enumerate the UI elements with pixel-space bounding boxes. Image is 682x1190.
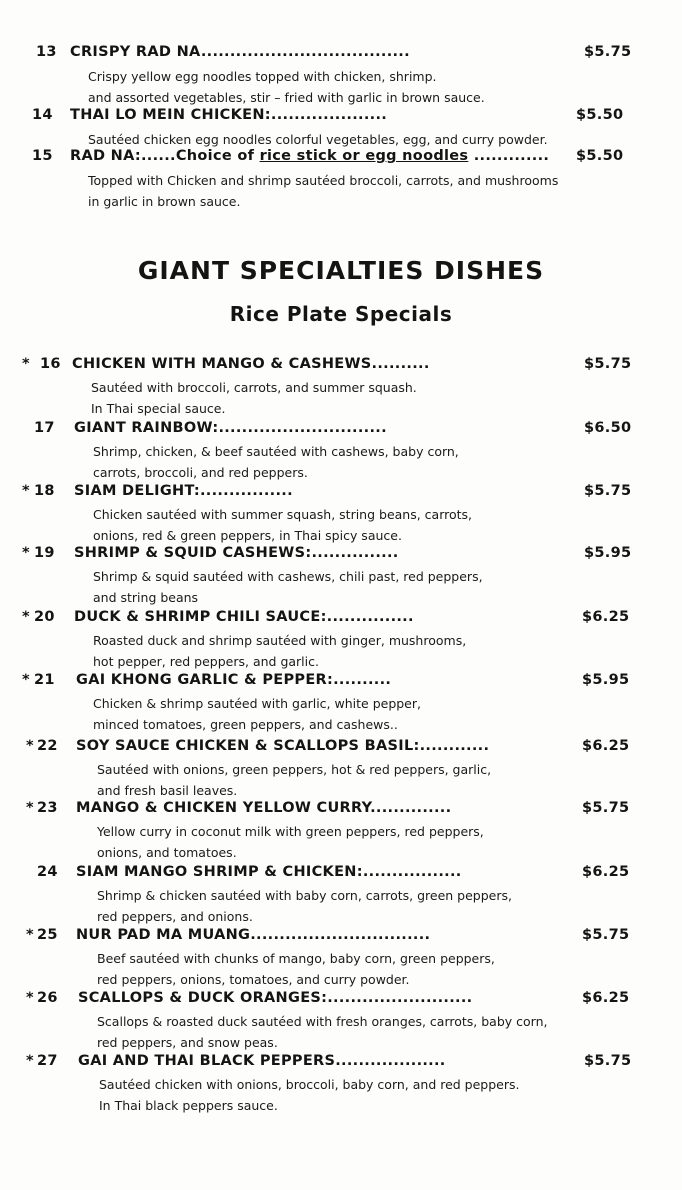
item-price: $6.50 <box>584 420 632 436</box>
item-dots: ............................. <box>218 420 387 436</box>
menu-item-20 <box>0 609 682 631</box>
item-number: 18 <box>34 483 55 499</box>
item-description: Scallops & roasted duck sautéed with fresh oranges, carrots, baby corn, red peppers, and snow peas. <box>97 1014 548 1050</box>
menu-item-17 <box>0 420 682 442</box>
item-dots: ............................... <box>250 927 431 943</box>
item-price: $5.75 <box>582 800 630 816</box>
item-name: CHICKEN WITH MANGO & CASHEWS <box>72 356 372 372</box>
item-description: Crispy yellow egg noodles topped with chicken, shrimp. and assorted vegetables, stir – fried with garlic in brown sauce. <box>88 69 485 105</box>
item-price: $5.95 <box>582 672 630 688</box>
section-title: GIANT SPECIALTIES DISHES <box>137 256 545 285</box>
item-name: THAI LO MEIN CHICKEN: <box>70 107 271 123</box>
item-price: $5.75 <box>584 356 632 372</box>
item-description: Chicken & shrimp sautéed with garlic, white pepper, minced tomatoes, green peppers, and cashews.. <box>93 696 421 732</box>
item-number: 14 <box>32 107 53 123</box>
spicy-star: * <box>22 483 30 499</box>
item-number: 23 <box>37 800 58 816</box>
menu-item-23 <box>0 800 682 822</box>
spicy-star: * <box>26 1053 34 1069</box>
menu-item-21 <box>0 672 682 694</box>
section-subtitle: Rice Plate Specials <box>229 302 453 326</box>
item-dots: ............... <box>326 609 414 625</box>
item-name: SCALLOPS & DUCK ORANGES: <box>78 990 328 1006</box>
item-description: Roasted duck and shrimp sautéed with ginger, mushrooms, hot pepper, red peppers, and garlic. <box>93 633 467 669</box>
item-name: DUCK & SHRIMP CHILI SAUCE: <box>74 609 327 625</box>
item-description: Beef sautéed with chunks of mango, baby corn, green peppers, red peppers, onions, tomatoes, and curry powder. <box>97 951 495 987</box>
spicy-star: * <box>22 545 30 561</box>
item-name: SOY SAUCE CHICKEN & SCALLOPS BASIL: <box>76 738 420 754</box>
item-number: 19 <box>34 545 55 561</box>
item-name: CRISPY RAD NA <box>70 44 201 60</box>
menu-item-15 <box>0 148 682 170</box>
item-number: 25 <box>37 927 58 943</box>
item-price: $5.75 <box>584 1053 632 1069</box>
item-price: $5.75 <box>584 483 632 499</box>
item-name: SIAM DELIGHT: <box>74 483 200 499</box>
item-dots: ................. <box>362 864 462 880</box>
item-number: 27 <box>37 1053 58 1069</box>
menu-item-16 <box>0 356 682 378</box>
item-price: $6.25 <box>582 609 630 625</box>
spicy-star: * <box>26 800 34 816</box>
menu-item-19 <box>0 545 682 567</box>
spicy-star: * <box>26 927 34 943</box>
item-description: Yellow curry in coconut milk with green peppers, red peppers, onions, and tomatoes. <box>97 824 484 860</box>
item-name: GAI KHONG GARLIC & PEPPER: <box>76 672 334 688</box>
item-name: RAD NA:...... <box>70 148 176 164</box>
spicy-star: * <box>22 672 30 688</box>
item-price: $6.25 <box>582 990 630 1006</box>
item-price: $5.50 <box>576 107 624 123</box>
menu-item-13 <box>0 44 682 66</box>
item-description: Shrimp & chicken sautéed with baby corn, carrots, green peppers, red peppers, and onions. <box>97 888 512 924</box>
menu-item-24 <box>0 864 682 886</box>
menu-item-26 <box>0 990 682 1012</box>
item-description: Topped with Chicken and shrimp sautéed broccoli, carrots, and mushrooms in garlic in brown sauce. <box>88 173 559 209</box>
item-dots: .............. <box>370 800 452 816</box>
item-name: SHRIMP & SQUID CASHEWS: <box>74 545 312 561</box>
item-price: $6.25 <box>582 738 630 754</box>
item-description: Sautéed with onions, green peppers, hot & red peppers, garlic, and fresh basil leaves. <box>97 762 492 798</box>
item-number: 15 <box>32 148 53 164</box>
item-description: Sautéed chicken egg noodles colorful vegetables, egg, and curry powder. <box>88 132 548 147</box>
item-number: 22 <box>37 738 58 754</box>
item-dots: ............. <box>473 148 550 164</box>
item-dots: ................ <box>199 483 293 499</box>
item-number: 26 <box>37 990 58 1006</box>
item-name: GIANT RAINBOW: <box>74 420 219 436</box>
item-dots: .................................... <box>200 44 410 60</box>
item-dots: ......................... <box>327 990 473 1006</box>
item-dots: ............ <box>419 738 490 754</box>
item-number: 24 <box>37 864 58 880</box>
item-choice-options: rice stick or egg noodles <box>259 148 469 164</box>
item-price: $5.50 <box>576 148 624 164</box>
item-price: $6.25 <box>582 864 630 880</box>
menu-item-22 <box>0 738 682 760</box>
item-name: NUR PAD MA MUANG <box>76 927 251 943</box>
item-price: $5.95 <box>584 545 632 561</box>
item-description: Shrimp, chicken, & beef sautéed with cashews, baby corn, carrots, broccoli, and red peppers. <box>93 444 459 480</box>
item-name: SIAM MANGO SHRIMP & CHICKEN: <box>76 864 363 880</box>
item-number: 21 <box>34 672 55 688</box>
spicy-star: * <box>22 609 30 625</box>
menu-item-14 <box>0 107 682 129</box>
item-number: 16 <box>40 356 61 372</box>
item-description: Sautéed chicken with onions, broccoli, baby corn, and red peppers. In Thai black peppers sauce. <box>99 1077 520 1113</box>
item-price: $5.75 <box>582 927 630 943</box>
item-dots: .......... <box>371 356 430 372</box>
item-dots: ................... <box>335 1053 446 1069</box>
item-choice-prefix: Choice of <box>175 148 260 164</box>
item-description: Sautéed with broccoli, carrots, and summer squash. In Thai special sauce. <box>91 380 417 416</box>
item-number: 13 <box>36 44 57 60</box>
menu-item-18 <box>0 483 682 505</box>
item-dots: .................... <box>270 107 388 123</box>
spicy-star: * <box>22 356 30 372</box>
menu-item-25 <box>0 927 682 949</box>
item-number: 17 <box>34 420 55 436</box>
item-dots: ............... <box>311 545 399 561</box>
item-name: GAI AND THAI BLACK PEPPERS <box>78 1053 336 1069</box>
menu-item-27 <box>0 1053 682 1075</box>
item-description: Chicken sautéed with summer squash, string beans, carrots, onions, red & green peppers, in Thai spicy sauce. <box>93 507 473 543</box>
item-price: $5.75 <box>584 44 632 60</box>
item-number: 20 <box>34 609 55 625</box>
spicy-star: * <box>26 738 34 754</box>
item-dots: .......... <box>333 672 392 688</box>
item-name: MANGO & CHICKEN YELLOW CURRY <box>76 800 371 816</box>
item-description: Shrimp & squid sautéed with cashews, chili past, red peppers, and string beans <box>93 569 483 605</box>
spicy-star: * <box>26 990 34 1006</box>
